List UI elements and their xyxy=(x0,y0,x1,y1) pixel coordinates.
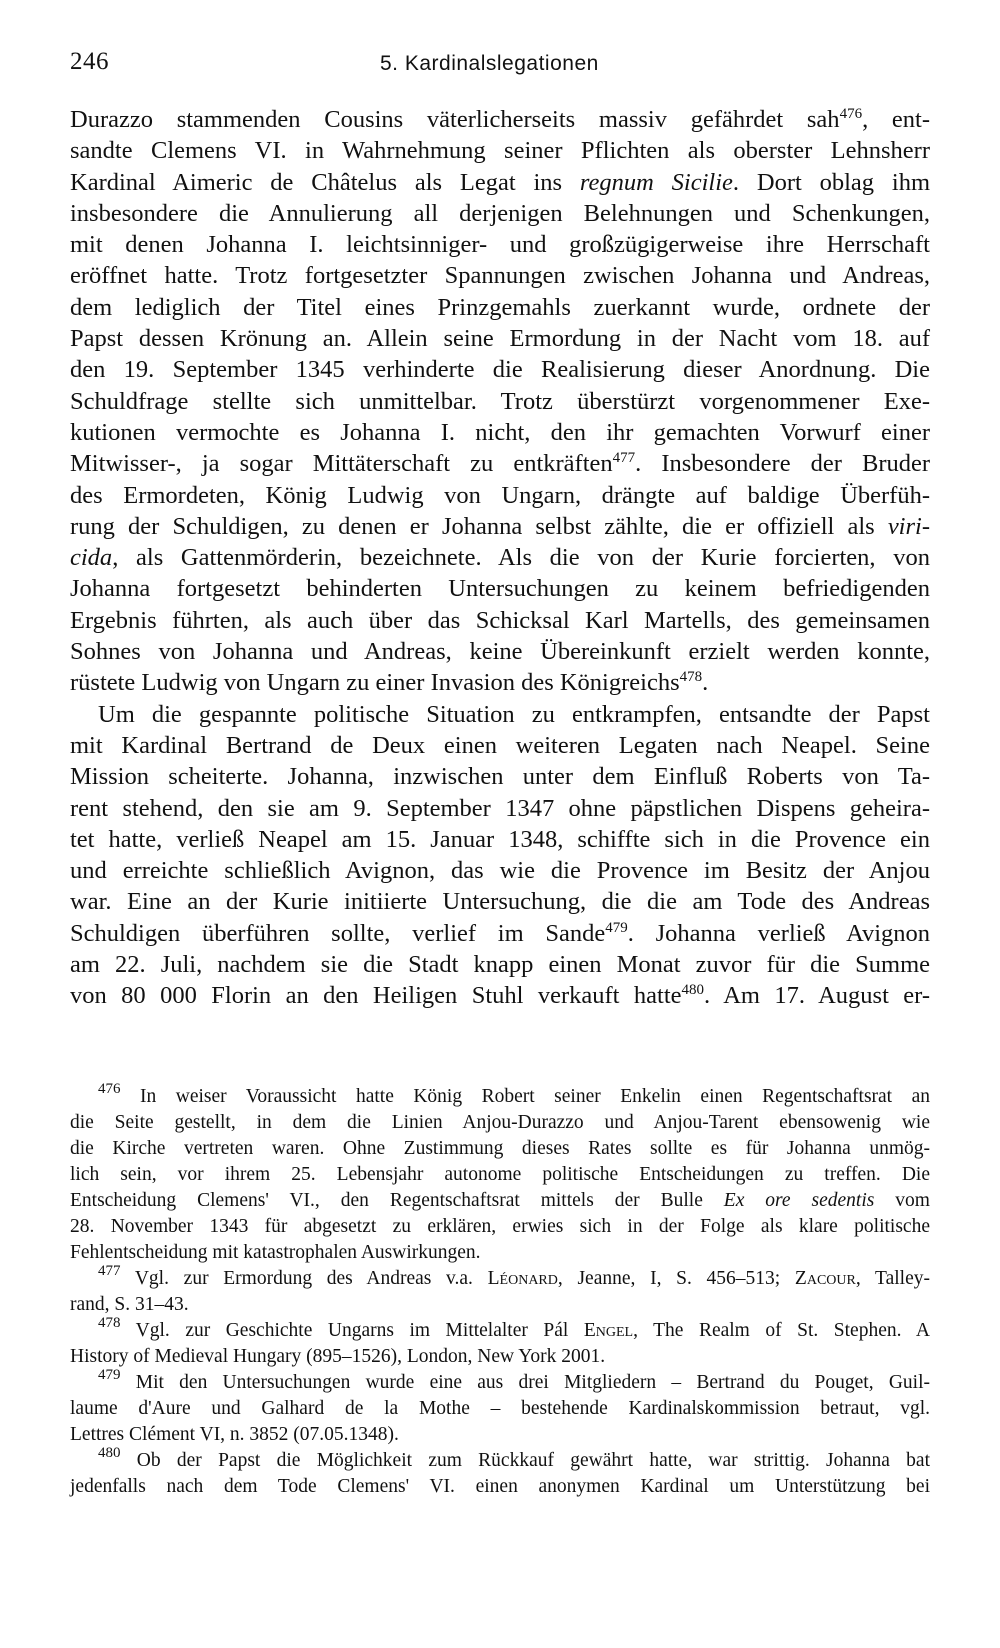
main-text xyxy=(70,104,930,1012)
page-header xyxy=(70,48,930,88)
text-line: Schuldfrage stellte sich unmittelbar. Trotz überstürzt vorgenommener Exe- xyxy=(70,387,930,415)
footnote-476: $^{476}$ In weiser Voraussicht hatte König Robert seiner Enkelin einen Regentschaftsrat an xyxy=(98,1081,931,1107)
text-line: Papst dessen Krönung an. Allein seine Ermordung in der Nacht vom 18. auf xyxy=(70,325,930,353)
text-line: den 19. September 1345 verhinderte die Realisierung dieser Anordnung. Die xyxy=(70,356,930,384)
text-line: Schuldigen überführen sollte, verlief im Sande$^{479}$. Johanna verließ Avignon xyxy=(70,919,930,947)
text-line: insbesondere die Annulierung all derjenigen Belehnungen und Schenkungen, xyxy=(70,199,930,227)
footnote-line: History of Medieval Hungary (895–1526), London, New York 2001. xyxy=(70,1346,606,1367)
footnote-number: 476 xyxy=(98,1081,121,1097)
text-line: kutionen vermochte es Johanna I. nicht, den ihr gemachten Vorwurf einer xyxy=(70,418,930,446)
footnote-line: Fehlentscheidung mit katastrophalen Auswirkungen. xyxy=(70,1242,481,1263)
running-head: 5. Kardinalslegationen xyxy=(380,52,599,75)
footnote-line: 28. November 1343 für abgesetzt zu erklären, erwies sich in der Folge als klare politische xyxy=(70,1216,930,1237)
footnote-ref[interactable]: 477 xyxy=(612,450,636,467)
text-line: Mission scheiterte. Johanna, inzwischen unter dem Einfluß Roberts von Ta- xyxy=(70,763,930,791)
text-line: cida, als Gattenmörderin, bezeichnete. Als die von der Kurie forcierten, von xyxy=(70,544,930,572)
footnote-line: lich sein, vor ihrem 25. Lebensjahr autonome politische Entscheidungen zu treffen. Die xyxy=(70,1164,930,1185)
text-line: rüstete Ludwig von Ungarn zu einer Invasion des Königreichs$^{478}$. xyxy=(70,669,709,697)
text-line: Mitwisser-, ja sogar Mittäterschaft zu entkräften$^{477}$. Insbesondere der Bruder xyxy=(70,450,931,478)
footnote-ref[interactable]: 476 xyxy=(839,106,863,122)
text-line: mit Kardinal Bertrand de Deux einen weiteren Legaten nach Neapel. Seine xyxy=(70,731,930,759)
text-line: Kardinal Aimeric de Châtelus als Legat ins regnum Sicilie. Dort oblag ihm xyxy=(70,168,930,196)
footnote-line: die Kirche vertreten waren. Ohne Zustimmung dieses Rates sollte es für Johanna unmög- xyxy=(70,1138,930,1159)
footnote-line: die Seite gestellt, in dem die Linien Anjou-Durazzo und Anjou-Tarent ebensowenig wie xyxy=(70,1112,930,1133)
text-line: sandte Clemens VI. in Wahrnehmung seiner Pflichten als oberster Lehnsherr xyxy=(70,137,930,165)
footnote-480: $^{480}$ Ob der Papst die Möglichkeit zum Rückkauf gewährt hatte, war strittig. Johanna bat xyxy=(98,1445,930,1471)
text-line: rung der Schuldigen, zu denen er Johanna selbst zählte, die er offiziell als viri- xyxy=(70,512,930,540)
footnote-number: 478 xyxy=(98,1315,121,1331)
text-line: und erreichte schließlich Avignon, das wie die Provence im Besitz der Anjou xyxy=(70,857,930,885)
text-line: tet hatte, verließ Neapel am 15. Januar 1348, schiffte sich in die Provence ein xyxy=(70,825,930,853)
text-line: Um die gespannte politische Situation zu entkrampfen, entsandte der Papst xyxy=(98,700,930,728)
footnote-line: Entscheidung Clemens' VI., den Regentschaftsrat mittels der Bulle Ex ore sedentis vom xyxy=(70,1190,930,1211)
footnote-ref[interactable]: 478 xyxy=(679,669,703,686)
text-line: eröffnet hatte. Trotz fortgesetzter Spannungen zwischen Johanna und Andreas, xyxy=(70,262,930,290)
text-line: des Ermordeten, König Ludwig von Ungarn, drängte auf baldige Überfüh- xyxy=(70,481,930,509)
text-line: mit denen Johanna I. leichtsinniger- und großzügigerweise ihre Herrschaft xyxy=(70,231,930,259)
footnote-479: $^{479}$ Mit den Untersuchungen wurde eine aus drei Mitgliedern – Bertrand du Pouget, Guil- xyxy=(98,1367,931,1393)
text-line: Ergebnis führten, als auch über das Schicksal Karl Martells, des gemeinsamen xyxy=(70,606,930,634)
footnote-477: $^{477}$ Vgl. zur Ermordung des Andreas v.a. Léonard, Jeanne, I, S. 456–513; Zacour, Talley- xyxy=(98,1263,930,1289)
text-line: Durazzo stammenden Cousins väterlicherseits massiv gefährdet sah$^{476}$, ent- xyxy=(70,106,930,133)
text-line: dem lediglich der Titel eines Prinzgemahls zuerkannt wurde, ordnete der xyxy=(70,293,930,321)
page-number: 246 xyxy=(70,48,109,75)
footnotes xyxy=(70,1081,931,1500)
footnote-line: Lettres Clément VI, n. 3852 (07.05.1348). xyxy=(70,1424,399,1445)
footnote-line: laume d'Aure und Galhard de la Mothe – bestehende Kardinalskommission betraut, vgl. xyxy=(70,1398,930,1419)
text-line: Johanna fortgesetzt behinderten Untersuchungen zu keinem befriedigenden xyxy=(70,575,930,603)
footnote-line: rand, S. 31–43. xyxy=(70,1294,189,1315)
text-line: Sohnes von Johanna und Andreas, keine Übereinkunft erzielt werden konnte, xyxy=(70,638,930,666)
footnote-number: 477 xyxy=(98,1263,121,1279)
footnote-number: 479 xyxy=(98,1367,121,1383)
footnote-ref[interactable]: 479 xyxy=(605,919,628,936)
text-line: war. Eine an der Kurie initiierte Untersuchung, die die am Tode des Andreas xyxy=(70,888,930,916)
text-line: rent stehend, den sie am 9. September 1347 ohne päpstlichen Dispens geheira- xyxy=(70,794,930,822)
footnote-line: jedenfalls nach dem Tode Clemens' VI. einen anonymen Kardinal um Unterstützung bei xyxy=(70,1476,930,1497)
footnote-number: 480 xyxy=(98,1445,121,1461)
text-line: am 22. Juli, nachdem sie die Stadt knapp einen Monat zuvor für die Summe xyxy=(70,951,930,979)
text-line: von 80 000 Florin an den Heiligen Stuhl verkauft hatte$^{480}$. Am 17. August er- xyxy=(70,982,930,1010)
footnote-ref[interactable]: 480 xyxy=(681,982,705,999)
footnote-478: $^{478}$ Vgl. zur Geschichte Ungarns im Mittelalter Pál Engel, The Realm of St. Stephen. A xyxy=(98,1315,931,1341)
